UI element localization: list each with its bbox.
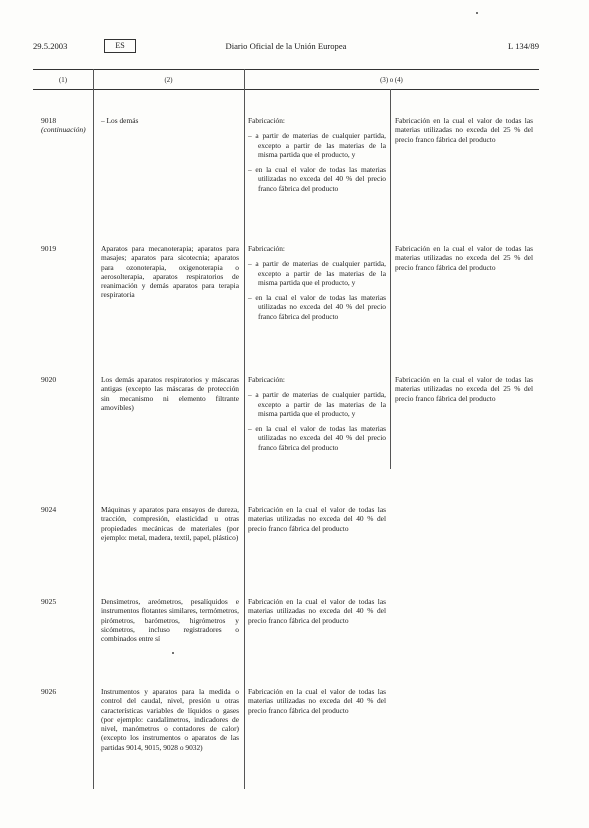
tariff-code: 9024 (41, 505, 57, 514)
table-top-rule (33, 69, 539, 70)
column-heading-2: (2) (164, 77, 173, 84)
working-rule: Fabricación en la cual el valor de todas las materias utilizadas no exceda del 40 % del precio franco fábrica del producto (248, 597, 386, 625)
product-description: Aparatos para mecanoterapia; aparatos para masajes; aparatos para sicotecnia; aparatos para ozonoterapia, oxigenoterapia o aerosolterapia, aparatos respiratorios de reanimación y demás aparatos para terapia respiratoria (101, 244, 239, 300)
journal-title: Diario Oficial de la Unión Europea (225, 41, 347, 51)
product-description: – Los demás (101, 116, 139, 125)
alternative-rule: Fabricación en la cual el valor de todas las materias utilizadas no exceda del 25 % del precio franco fábrica del producto (395, 375, 533, 403)
rule-title: Fabricación: (248, 244, 285, 253)
rule-title: Fabricación: (248, 116, 285, 125)
product-description: Densímetros, areómetros, pesalíquidos e instrumentos flotantes similares, termómetros, pirómetros, barómetros, higrómetros y sicómetros, incluso registradores o combinados entre sí (101, 597, 239, 644)
tariff-code: 9018 (41, 116, 57, 125)
working-rule: Fabricación en la cual el valor de todas las materias utilizadas no exceda del 40 % del precio franco fábrica del producto (248, 687, 386, 715)
rule-condition: – a partir de materias de cualquier partida, excepto a partir de las materias de la misma partida que el producto, y (248, 131, 386, 159)
product-description: Máquinas y aparatos para ensayos de dureza, tracción, compresión, elasticidad u otras propiedades mecánicas de materiales (por ejemplo: metal, madera, textil, papel, plástico) (101, 505, 239, 542)
column-divider-1 (93, 69, 94, 789)
column-divider-2 (244, 69, 245, 789)
column-divider-3 (390, 89, 391, 469)
rule-condition: – en la cual el valor de todas las materias utilizadas no exceda del 40 % del precio franco fábrica del producto (248, 424, 386, 452)
working-rule (248, 116, 386, 199)
working-rule: Fabricación en la cual el valor de todas las materias utilizadas no exceda del 40 % del precio franco fábrica del producto (248, 505, 386, 533)
header-date: 29.5.2003 (33, 41, 68, 51)
rule-title: Fabricación: (248, 375, 285, 384)
working-rule (248, 244, 386, 327)
column-heading-1: (1) (59, 77, 67, 84)
tariff-code: 9020 (41, 375, 57, 384)
scan-speck (476, 12, 478, 14)
page-reference: L 134/89 (508, 41, 539, 51)
table-head-rule (33, 89, 539, 90)
rule-condition: – en la cual el valor de todas las materias utilizadas no exceda del 40 % del precio franco fábrica del producto (248, 165, 386, 193)
product-description: Instrumentos y aparatos para la medida o control del caudal, nivel, presión u otras características variables de líquidos o gases (por ejemplo: caudalímetros, indicadores de nivel, manómetros o contadores de calor) (excepto los instrumentos o aparatos de las partidas 9014, 9015, 9028 o 9032) (101, 687, 239, 752)
product-description: Los demás aparatos respiratorios y máscaras antigas (excepto las máscaras de protección sin mecanismo ni elemento filtrante amovibles) (101, 375, 239, 412)
table-row-code (41, 116, 91, 135)
rule-condition: – en la cual el valor de todas las materias utilizadas no exceda del 40 % del precio franco fábrica del producto (248, 293, 386, 321)
column-heading-3: (3) o (4) (380, 77, 403, 84)
rule-condition: – a partir de materias de cualquier partida, excepto a partir de las materias de la misma partida que el producto, y (248, 390, 386, 418)
alternative-rule: Fabricación en la cual el valor de todas las materias utilizadas no exceda del 25 % del precio franco fábrica del producto (395, 116, 533, 144)
working-rule (248, 375, 386, 458)
tariff-code: 9026 (41, 687, 57, 696)
language-box: ES (104, 39, 136, 53)
scan-speck (172, 652, 174, 654)
rule-condition: – a partir de materias de cualquier partida, excepto a partir de las materias de la misma partida que el producto, y (248, 259, 386, 287)
page-header (33, 41, 539, 55)
tariff-code: 9025 (41, 597, 57, 606)
tariff-code: 9019 (41, 244, 57, 253)
alternative-rule: Fabricación en la cual el valor de todas las materias utilizadas no exceda del 25 % del precio franco fábrica del producto (395, 244, 533, 272)
continuation-note: (continuación) (41, 125, 86, 135)
